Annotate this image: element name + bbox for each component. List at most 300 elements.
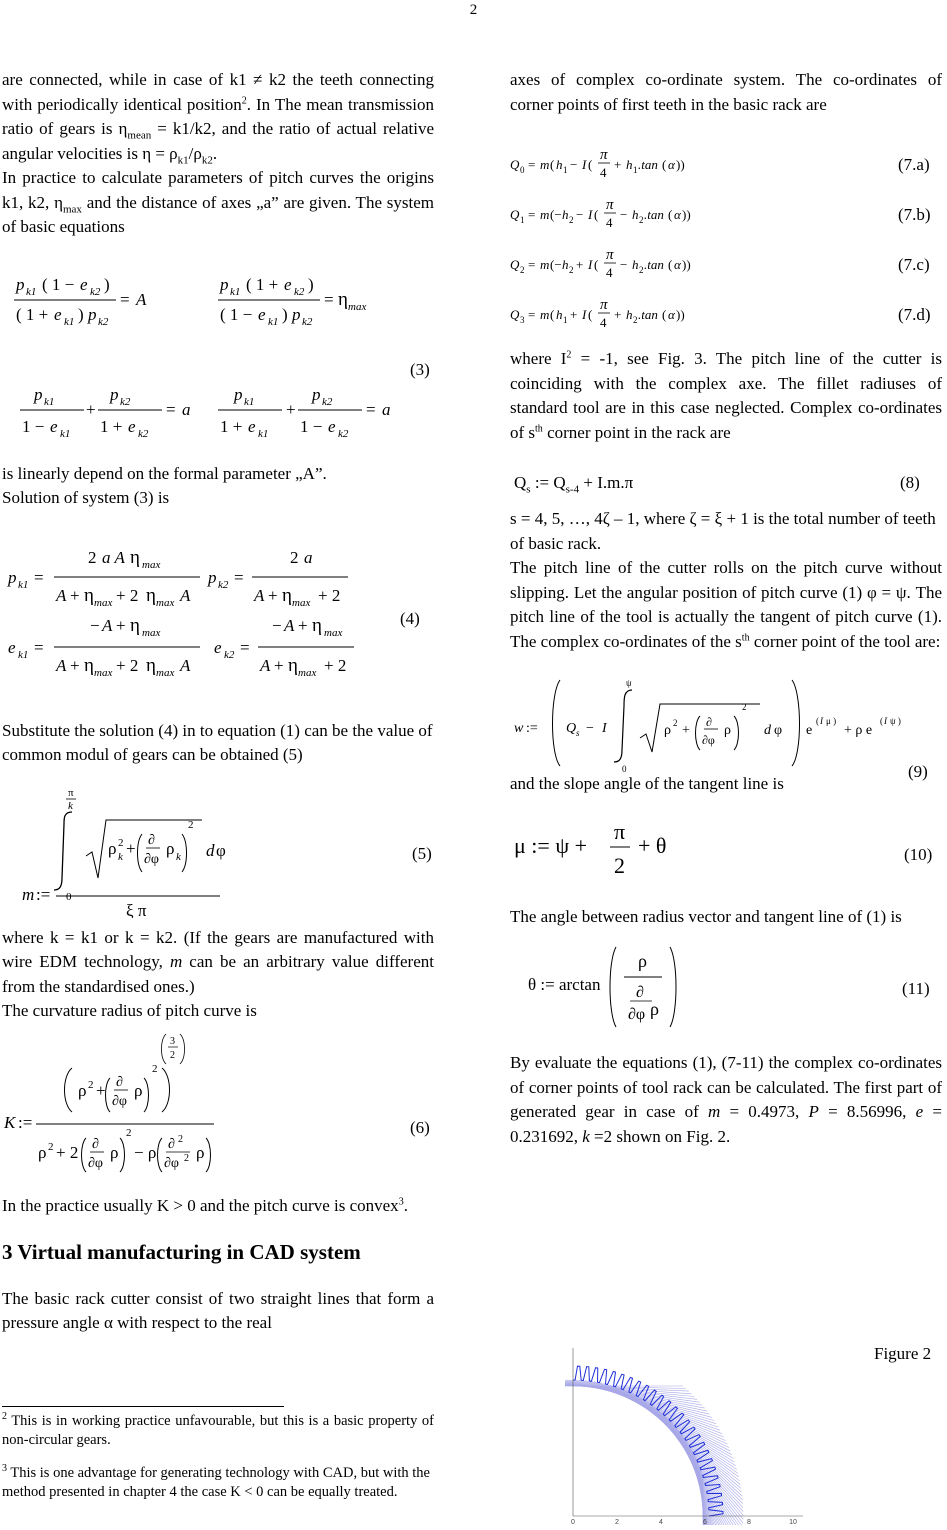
svg-text:max: max [156,596,175,609]
equation-number: (5) [412,843,432,863]
svg-text:+ 2: + 2 [116,585,139,605]
svg-text:+: + [70,585,80,605]
svg-text:+: + [86,399,96,419]
equation-9 [510,654,942,772]
svg-text:I: I [884,716,887,726]
footnote-3: $^3$ This is one advantage for generating technology with CAD, but with the method presented in chapter 4 the case K < 0 can be equally treated. [2,1463,430,1500]
svg-text:I: I [820,716,823,726]
svg-text:k1: k1 [18,578,29,591]
svg-text:μ ): μ ) [826,716,837,726]
svg-text:∂φ: ∂φ [702,733,715,747]
svg-text:I: I [602,721,607,736]
svg-text:2: 2 [48,1140,54,1153]
svg-text:(: ( [550,307,555,322]
svg-text:d: d [206,840,215,860]
svg-text:η: η [84,584,94,606]
svg-text:A: A [180,585,191,605]
svg-text:.tan: .tan [638,157,658,172]
svg-text:=: = [120,289,130,309]
svg-text:A: A [180,655,191,675]
svg-text:Q: Q [566,721,577,736]
svg-text:h: h [626,157,633,172]
svg-text:max: max [142,558,161,571]
svg-text:e: e [258,304,266,324]
svg-text:)): )) [676,307,685,322]
svg-text:2: 2 [188,818,194,831]
paragraph: In practice to calculate parameters of pitch curves the origins k1, k2, $\eta_{max}$ and the distance of axes „a” are given. The system of basic equations [2,168,434,236]
svg-text:m: m [540,307,550,322]
svg-text:(: ( [662,307,667,322]
footnote-2: $^2$ This is in working practice unfavourable, but this is a basic property of non-circular gears. [2,1411,434,1448]
svg-text:k1: k1 [18,648,29,661]
svg-text:α: α [674,257,681,272]
svg-text:ρ: ρ [134,1080,143,1100]
svg-text:1: 1 [563,315,568,325]
svg-text:p: p [220,274,229,294]
svg-text:∂: ∂ [148,832,155,848]
svg-text:π: π [614,818,626,844]
svg-text:2: 2 [118,836,124,849]
svg-text:ρ: ρ [664,723,671,738]
svg-text:∂: ∂ [168,1136,175,1152]
svg-text:=: = [528,257,536,272]
svg-text:3: 3 [520,315,525,325]
equation-5 [2,768,434,918]
svg-text:k2: k2 [294,285,305,298]
svg-text:e: e [806,723,813,738]
svg-text:+ θ: + θ [638,832,667,858]
svg-text:( 1 −: ( 1 − [42,274,75,294]
svg-text:A: A [102,615,113,635]
svg-text:1 +: 1 + [100,416,123,436]
svg-text:∂φ: ∂φ [88,1155,103,1171]
svg-text:Q: Q [510,207,520,222]
equation-7a [510,147,685,180]
equation-4 [2,511,434,719]
svg-text:ψ: ψ [626,678,632,688]
svg-text:1 −: 1 − [300,416,323,436]
paragraph: s = 4, 5, …, 4ζ – 1, where ζ = ξ + 1 is the total number of teeth of basic rack. [510,509,936,553]
svg-text:k1: k1 [258,427,269,440]
svg-text:A: A [284,615,295,635]
svg-text:): ) [282,304,288,324]
svg-text:k2: k2 [338,427,349,440]
svg-text:max: max [94,666,113,679]
svg-text:η: η [84,654,94,676]
svg-text:η: η [282,584,292,606]
x-tick-label: 6 [703,1519,707,1525]
svg-text:k2: k2 [322,395,333,408]
svg-text:0: 0 [622,764,627,772]
svg-text:+: + [576,257,584,272]
svg-text:e: e [8,637,16,657]
svg-text:I: I [588,207,593,222]
equation-number: (11) [902,979,930,998]
svg-text:a: a [182,399,191,419]
paragraph: where $I^2 = -1$, see Fig. 3. The pitch line of the cutter is coinciding with the complex axe. The fillet radiuses of standard tool are in this case neglected. Complex co-ordinates of $s^{th}$ corner point in the rack are [510,349,942,442]
svg-text::=: := [18,1112,33,1132]
svg-text:ρ: ρ [110,1142,119,1162]
svg-text:+: + [682,723,690,738]
svg-text:A: A [254,585,265,605]
svg-text:): ) [104,274,110,294]
svg-text:p: p [34,384,43,404]
paragraph: is linearly depend on the formal parameter „A”. [2,463,327,483]
svg-text:=: = [234,567,244,587]
svg-text:h: h [632,207,639,222]
svg-text:s: s [576,728,580,738]
svg-text:2: 2 [569,265,574,275]
svg-text:=: = [34,567,44,587]
svg-text:(: ( [588,157,593,172]
svg-text:Q: Q [510,257,520,272]
equation-number: (3) [410,359,430,379]
svg-text:a: a [382,399,391,419]
left-column [2,68,434,1336]
svg-text:p: p [234,384,243,404]
svg-text::=: := [36,884,51,904]
svg-text:h: h [562,257,569,272]
svg-text:=: = [324,289,334,309]
svg-text:max: max [156,666,175,679]
svg-text:h: h [632,257,639,272]
svg-text:k: k [68,799,73,812]
svg-text:ρ: ρ [166,838,175,858]
equation-number: (7.d) [898,305,931,324]
svg-text:k2: k2 [90,285,101,298]
x-tick-label: 8 [747,1519,751,1525]
svg-text:α: α [668,157,675,172]
svg-text:+: + [274,655,284,675]
svg-text:max: max [142,626,161,639]
paragraph: where k = k1 or k = k2. (If the gears are manufactured with wire EDM technology, m can be an arbitrary value different from the standardised ones.) [2,927,434,996]
svg-text:ψ ): ψ ) [890,716,901,726]
svg-text:ρ: ρ [650,999,659,1019]
svg-text:k1: k1 [26,285,37,298]
svg-text:p: p [292,304,301,324]
svg-text:p: p [110,384,119,404]
svg-text:∂: ∂ [116,1074,123,1090]
svg-text:Q: Q [510,307,520,322]
svg-text:e: e [248,416,256,436]
svg-text:2: 2 [290,547,299,567]
svg-text:p: p [208,567,217,587]
svg-text:+ 2: + 2 [324,655,347,675]
svg-text:(: ( [588,307,593,322]
svg-text:φ: φ [216,840,226,860]
svg-text:.tan: .tan [644,257,664,272]
equation-8: $Q_s$ := $Q_{s-4} + I.m.\pi$ (8) [514,473,920,496]
svg-text:p: p [8,567,17,587]
svg-text:2: 2 [170,1049,175,1061]
svg-text:(: ( [550,157,555,172]
x-tick-label: 2 [615,1519,619,1525]
svg-text:=: = [528,307,536,322]
svg-text:4: 4 [606,215,613,230]
svg-text:m: m [22,884,35,904]
svg-text:−: − [620,207,628,222]
svg-text:η: η [146,654,156,676]
svg-text:+: + [268,585,278,605]
svg-text:p: p [88,304,97,324]
equation-number: (10) [904,844,933,864]
svg-text:+: + [614,157,622,172]
svg-text:∂: ∂ [636,984,644,1001]
svg-text:2: 2 [184,1152,189,1164]
svg-text:+: + [286,399,296,419]
equation-number: (7.b) [898,205,931,224]
svg-text:4: 4 [600,165,607,180]
svg-text:∂φ: ∂φ [112,1093,127,1109]
svg-text:a: a [304,547,313,567]
svg-text:2: 2 [520,265,525,275]
svg-text:I: I [588,257,593,272]
svg-text:.tan: .tan [644,207,664,222]
svg-text:−: − [90,615,100,635]
svg-text:2: 2 [152,1062,158,1075]
svg-text:2: 2 [673,718,678,728]
svg-text:( 1 +: ( 1 + [246,274,279,294]
svg-text:k1: k1 [230,285,241,298]
svg-text:k2: k2 [120,395,131,408]
svg-text:k2: k2 [302,315,313,328]
x-tick-label: 0 [571,1519,575,1525]
svg-text:=: = [166,399,176,419]
svg-text:=: = [240,637,250,657]
svg-text:k: k [176,850,181,863]
x-tick-label: 10 [789,1519,797,1525]
svg-text:2: 2 [633,315,638,325]
svg-text:μ := ψ +: μ := ψ + [514,832,587,858]
svg-text:∂φ: ∂φ [628,1006,646,1023]
svg-text:π: π [68,786,74,799]
svg-text::=: := [526,721,538,736]
svg-text:+ ρ e: + ρ e [844,723,873,738]
svg-text:k: k [118,850,123,863]
svg-text:k1: k1 [64,315,75,328]
equation-number: (8) [900,473,920,492]
svg-text:(: ( [668,257,673,272]
svg-text:∂: ∂ [92,1136,99,1152]
svg-text:η: η [130,546,140,568]
svg-text:(: ( [662,157,667,172]
svg-text:π: π [606,197,614,213]
svg-text:p: p [312,384,321,404]
paragraph: and the slope angle of the tangent line is (9) [510,762,928,793]
svg-text:m: m [540,257,550,272]
svg-text:∂φ: ∂φ [164,1155,179,1171]
svg-text:(: ( [594,257,599,272]
svg-text:+: + [70,655,80,675]
svg-text:−: − [272,615,282,635]
svg-text:∂φ: ∂φ [144,851,159,867]
svg-text:1: 1 [520,215,525,225]
paragraph: In the practice usually K > 0 and the pitch curve is convex$^3$. [2,1195,408,1215]
svg-text:): ) [308,274,314,294]
svg-text:p: p [16,274,25,294]
svg-text:d: d [764,723,771,738]
svg-text:max: max [298,666,317,679]
figure-caption: Figure 2 [874,1344,932,1363]
svg-text:φ: φ [774,723,783,738]
equation-number: (4) [400,608,420,628]
svg-text:)): )) [676,157,685,172]
svg-text:2: 2 [569,215,574,225]
equation-7d [510,297,685,330]
svg-text:k2: k2 [138,427,149,440]
paragraph: The angle between radius vector and tangent line of (1) is [510,906,902,926]
paragraph: The pitch line of the cutter rolls on the pitch curve without slipping. Let the angular position of pitch curve (1) φ = ψ. The pitch line of the tool is actually the tangent of pitch curve (1). The complex co-ordinates of the $s^{th}$ corner point of the tool are: [510,558,942,651]
svg-text:π: π [600,147,608,163]
figure-2-gear-plot [565,1340,810,1525]
svg-text:e: e [128,416,136,436]
svg-text:=: = [34,637,44,657]
section-heading: 3 Virtual manufacturing in CAD system [2,1240,361,1264]
svg-text:( 1 −: ( 1 − [220,304,253,324]
svg-text:η: η [312,614,322,636]
svg-text:+: + [96,1080,106,1100]
svg-text:A: A [136,289,147,309]
equation-number: (7.a) [898,155,930,174]
svg-text:k2: k2 [218,578,229,591]
svg-text:−: − [586,721,594,736]
svg-text:η: η [146,584,156,606]
svg-text:π: π [606,247,614,263]
svg-text:k1: k1 [268,315,279,328]
equation-number: (9) [908,762,928,781]
svg-text:ξ π: ξ π [126,900,147,918]
svg-text:K: K [4,1112,16,1132]
right-column [510,68,942,1149]
svg-text:+ 2: + 2 [116,655,139,675]
svg-text:w: w [514,721,524,736]
svg-text:1: 1 [633,165,638,175]
paragraph: By evaluate the equations (1), (7-11) the complex co-ordinates of corner points of tool rack can be calculated. The first part of generated gear in case of m = 0.4973, P = 8.56996, e = 0.231692, k =2 shown on Fig. 2. [510,1053,943,1146]
svg-text:A: A [56,655,67,675]
svg-text:e: e [50,416,58,436]
svg-text:2: 2 [88,1078,94,1091]
svg-text:)): )) [682,257,691,272]
svg-text:− ρ: − ρ [134,1142,157,1162]
footnote-rule [2,1406,284,1407]
svg-text:=: = [528,157,536,172]
svg-text:e: e [328,416,336,436]
svg-text:4: 4 [606,265,613,280]
svg-text:+: + [298,615,308,635]
svg-text:+: + [570,307,578,322]
svg-text:h: h [556,307,563,322]
svg-text:0: 0 [520,165,525,175]
svg-text:m: m [540,157,550,172]
svg-text:e: e [214,637,222,657]
svg-text:ρ: ρ [724,723,731,738]
equation-10 [510,797,942,897]
svg-text:1: 1 [563,165,568,175]
svg-text:η: η [338,288,348,310]
equation-number: (6) [410,1117,430,1137]
svg-text:+: + [614,307,622,322]
svg-text:( 1 +: ( 1 + [16,304,49,324]
svg-text:): ) [78,304,84,324]
paragraph: axes of complex co-ordinate system. The co-ordinates of corner points of first teeth in the basic rack are [510,70,942,114]
paragraph: Solution of system (3) is [2,488,170,507]
svg-text:(: ( [880,716,883,726]
svg-text:+: + [116,615,126,635]
svg-text:(: ( [594,207,599,222]
svg-text:max: max [292,596,311,609]
svg-text:=: = [366,399,376,419]
svg-text:−: − [576,207,584,222]
svg-text:max: max [94,596,113,609]
x-tick-label: 4 [659,1519,663,1525]
paragraph: Substitute the solution (4) in to equation (1) can be the value of common modul of gears can be obtained (5) [2,720,433,764]
svg-text:)): )) [682,207,691,222]
svg-text:2: 2 [88,547,97,567]
svg-text:e: e [284,274,292,294]
svg-text:h: h [556,157,563,172]
svg-text:h: h [562,207,569,222]
svg-text:(−: (− [550,257,562,272]
svg-text:A: A [56,585,67,605]
equation-7b [510,197,691,230]
page-number: 2 [469,2,478,18]
svg-text:A: A [260,655,271,675]
svg-text:max: max [348,300,367,313]
svg-text:2: 2 [742,702,747,712]
svg-text:h: h [626,307,633,322]
equation-7 [510,117,942,337]
svg-text:.tan: .tan [638,307,658,322]
svg-text:η: η [130,614,140,636]
svg-text:∂: ∂ [706,715,712,729]
svg-text:k2: k2 [224,648,235,661]
svg-text:α: α [668,307,675,322]
svg-text:max: max [324,626,343,639]
svg-text:2: 2 [639,215,644,225]
svg-text:a A: a A [102,547,125,567]
equation-number: (7.c) [898,255,930,274]
svg-text:1 −: 1 − [22,416,45,436]
svg-text:4: 4 [600,315,607,330]
svg-text:−: − [570,157,578,172]
svg-text:ρ: ρ [638,951,647,971]
svg-text:0: 0 [66,890,72,903]
svg-text:2: 2 [614,852,625,878]
svg-text:2: 2 [178,1133,183,1145]
paragraph: are connected, while in case of k1 ≠ k2 the teeth connecting with periodically identical position$^2$. In The mean transmission ratio of gears is $\eta_{mean} = k1/k2$, and the ratio of actual relative angular velocities is $\eta = \rho_{k1}/\rho_{k2}$. [2,70,434,166]
svg-text:m: m [540,207,550,222]
svg-text:2: 2 [126,1126,132,1139]
equation-11: θ := arctan ρ ∂ ∂φ ρ (11) [510,929,942,1039]
svg-text:I: I [582,157,587,172]
svg-text:(: ( [668,207,673,222]
svg-text:1 +: 1 + [220,416,243,436]
paragraph: The basic rack cutter consist of two straight lines that form a pressure angle α with respect to the real [2,1288,434,1332]
svg-text:=: = [528,207,536,222]
equation-3 [2,240,434,462]
svg-text:+ 2: + 2 [318,585,341,605]
svg-text:3: 3 [170,1035,175,1047]
svg-text:+: + [126,838,136,858]
svg-text:k1: k1 [60,427,71,440]
equation-7c [510,247,691,280]
svg-text:e: e [54,304,62,324]
svg-text:ρ: ρ [196,1142,205,1162]
svg-text:η: η [288,654,298,676]
svg-text:α: α [674,207,681,222]
svg-text:ρ: ρ [78,1080,87,1100]
paragraph: The curvature radius of pitch curve is [2,1001,257,1020]
